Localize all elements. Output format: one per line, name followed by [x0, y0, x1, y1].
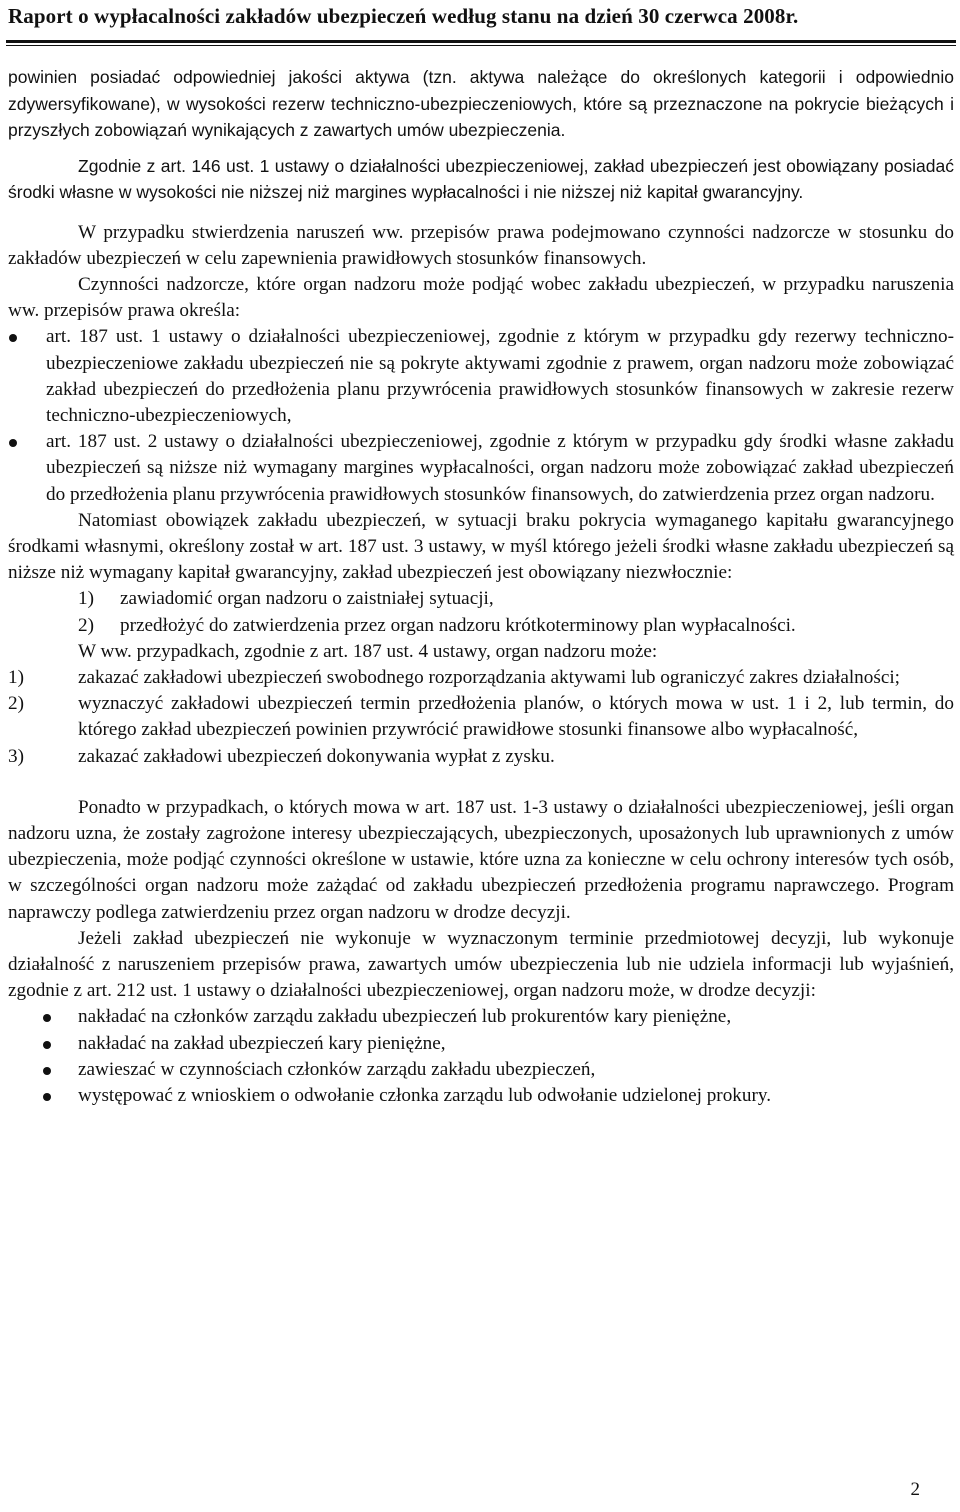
bullet-icon	[9, 334, 17, 342]
list-item	[8, 665, 954, 691]
bullet-icon	[43, 1067, 51, 1075]
list-item-text: przedłożyć do zatwierdzenia przez organ nadzoru krótkoterminowy plan wypłacalności.	[120, 614, 796, 636]
bullet-icon	[43, 1041, 51, 1049]
list-item-text: zakazać zakładowi ubezpieczeń dokonywania wypłat z zysku.	[78, 745, 555, 767]
page-number: 2	[910, 1479, 920, 1500]
list-item-text: nakładać na zakład ubezpieczeń kary pieniężne,	[78, 1032, 446, 1054]
header-rule-thin	[6, 45, 956, 46]
bullet-list-art187	[8, 324, 954, 507]
list-item-text: art. 187 ust. 2 ustawy o działalności ubezpieczeniowej, zgodnie z którym w przypadku gdy środki własne zakładu ubezpieczeń są niższe niż wymagany margines wypłacalności, organ nadzoru może zobowiązać zakład ubezpieczeń do przedłożenia planu przywrócenia prawidłowych stosunków finansowych, do zatwierdzenia przez organ nadzoru.	[46, 431, 954, 505]
paragraph: Ponadto w przypadkach, o których mowa w art. 187 ust. 1-3 ustawy o działalności ubezpieczeniowej, jeśli organ nadzoru uzna, że zostały zagrożone interesy ubezpieczających, ubezpieczonych, uposażonych lub uprawnionych z umów ubezpieczenia, może podjąć czynności określone w ustawie, które uzna za konieczne w celu ochrony interesów tych osób, w szczególności organ nadzoru może zażądać od zakładu ubezpieczeń przedłożenia programu naprawczego. Program naprawczy podlega zatwierdzeniu przez organ nadzoru w drodze decyzji.	[8, 796, 954, 923]
list-item-text: występować z wnioskiem o odwołanie członka zarządu lub odwołanie udzielonej prokury.	[78, 1085, 772, 1106]
bullet-icon	[43, 1014, 51, 1022]
bullet-list-sanctions	[8, 1004, 954, 1109]
list-item-text: zawiadomić organ nadzoru o zaistniałej sytuacji,	[120, 588, 494, 610]
running-header: Raport o wypłacalności zakładów ubezpieczeń według stanu na dzień 30 czerwca 2008r.	[8, 4, 799, 28]
list-item	[8, 1031, 954, 1057]
list-item-text: zawieszać w czynnościach członków zarządu zakładu ubezpieczeń,	[78, 1058, 596, 1080]
list-number: 1)	[78, 588, 94, 610]
header-rule	[6, 40, 956, 43]
list-item-text: nakładać na członków zarządu zakładu ubezpieczeń lub prokurentów kary pieniężne,	[78, 1006, 732, 1028]
list-number: 3)	[8, 745, 24, 767]
list-item	[8, 613, 954, 639]
paragraph: Jeżeli zakład ubezpieczeń nie wykonuje w wyznaczonym terminie przedmiotowej decyzji, lub wykonuje działalność z naruszeniem przepisów prawa, zawartych umów ubezpieczenia lub nie udziela informacji lub wyjaśnień, zgodnie z art. 212 ust. 1 ustawy o działalności ubezpieczeniowej, organ nadzoru może, w drodze decyzji:	[8, 927, 954, 1002]
list-item	[8, 1004, 954, 1030]
bullet-icon	[43, 1093, 51, 1101]
list-number: 2)	[8, 693, 24, 715]
numbered-list-obligations	[8, 586, 954, 638]
list-item-text: art. 187 ust. 1 ustawy o działalności ubezpieczeniowej, zgodnie z którym w przypadku gdy rezerwy techniczno-ubezpieczeniowe zakładu ubezpieczeń nie są pokryte aktywami zgodnie z prawem, organ nadzoru może zobowiązać zakład ubezpieczeń do przedłożenia planu przywrócenia prawidłowych stosunków finansowych w zakresie rezerw techniczno-ubezpieczeniowych,	[46, 326, 954, 426]
paragraph: Natomiast obowiązek zakładu ubezpieczeń, w sytuacji braku pokrycia wymaganego kapitału gwarancyjnego środkami własnymi, określony został w art. 187 ust. 3 ustawy, w myśl którego jeżeli środki własne zakładu ubezpieczeń są niższe niż wymagany kapitał gwarancyjny, zakład ubezpieczeń jest obowiązany niezwłocznie:	[8, 509, 954, 584]
list-number: 2)	[78, 614, 94, 636]
paragraph: W przypadku stwierdzenia naruszeń ww. przepisów prawa podejmowano czynności nadzorcze w stosunku do zakładów ubezpieczeń w celu zapewnienia prawidłowych stosunków finansowych.	[8, 221, 954, 269]
list-item	[8, 324, 954, 429]
list-number: 1)	[8, 666, 24, 688]
paragraph: W ww. przypadkach, zgodnie z art. 187 ust. 4 ustawy, organ nadzoru może:	[78, 640, 658, 662]
list-item	[8, 586, 954, 612]
list-item	[8, 744, 954, 770]
bullet-icon	[9, 439, 17, 447]
list-item-text: zakazać zakładowi ubezpieczeń swobodnego rozporządzania aktywami lub ograniczyć zakres działalności;	[78, 666, 900, 688]
list-item	[8, 1057, 954, 1083]
paragraph: Zgodnie z art. 146 ust. 1 ustawy o działalności ubezpieczeniowej, zakład ubezpieczeń jest obowiązany posiadać środki własne w wysokości nie niższej niż margines wypłacalności i nie niższej niż kapitał gwarancyjny.	[8, 155, 954, 202]
list-item	[8, 429, 954, 508]
list-item-text: wyznaczyć zakładowi ubezpieczeń termin przedłożenia planów, o których mowa w ust. 1 i 2, lub termin, do którego zakład ubezpieczeń powinien przywrócić prawidłowe stosunki finansowe albo wypłacalność,	[78, 693, 954, 741]
numbered-list-supervisor-powers	[8, 665, 954, 770]
paragraph: powinien posiadać odpowiedniej jakości aktywa (tzn. aktywa należące do określonych kategorii i odpowiednio zdywersyfikowane), w wysokości rezerw techniczno-ubezpieczeniowych, które są przeznaczone na pokrycie bieżących i przyszłych zobowiązań wynikających z zawartych umów ubezpieczenia.	[8, 67, 954, 140]
list-item	[8, 691, 954, 743]
paragraph: Czynności nadzorcze, które organ nadzoru może podjąć wobec zakładu ubezpieczeń, w przypadku naruszenia ww. przepisów prawa określa:	[8, 273, 954, 322]
document-body	[8, 64, 954, 1109]
list-item	[8, 1083, 954, 1109]
